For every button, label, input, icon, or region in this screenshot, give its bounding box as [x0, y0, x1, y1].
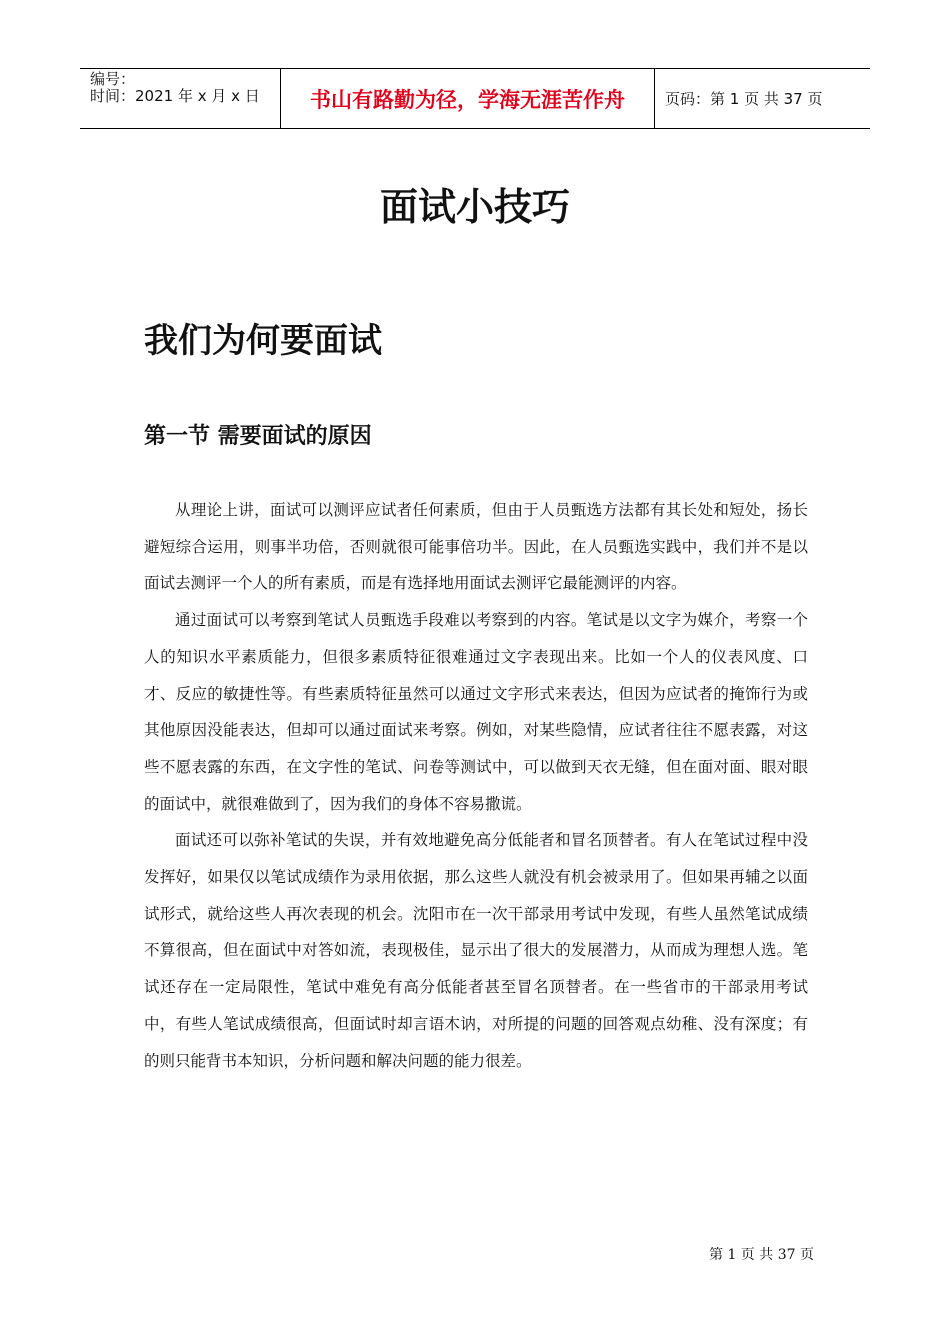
page-header: [80, 68, 870, 129]
header-page-code: 页码：第 1 页 共 37 页: [665, 90, 823, 108]
number-label: 编号：: [90, 70, 136, 88]
paragraph-2: 通过面试可以考察到笔试人员甄选手段难以考察到的内容。笔试是以文字为媒介，考察一个人的知识水平素质能力，但很多素质特征很难通过文字表现出来。比如一个人的仪表风度、口才、反应的敏捷性等。有些素质特征虽然可以通过文字形式来表达，但因为应试者的掩饰行为或其他原因没能表达，但却可以通过面试来考察。例如，对某些隐情，应试者往往不愿表露，对这些不愿表露的东西，在文字性的笔试、问卷等测试中，可以做到天衣无缝，但在面对面、眼对眼的面试中，就很难做到了，因为我们的身体不容易撒谎。: [144, 611, 808, 813]
header-meta-cell: [80, 69, 281, 128]
paragraph-1: 从理论上讲，面试可以测评应试者任何素质，但由于人员甄选方法都有其长处和短处，扬长避短综合运用，则事半功倍，否则就很可能事倍功半。因此，在人员甄选实践中，我们并不是以面试去测评一个人的所有素质，而是有选择地用面试去测评它最能测评的内容。: [144, 501, 808, 593]
document-title: 面试小技巧: [379, 185, 570, 229]
date-label: 时间：2021 年 x 月 x 日: [90, 87, 260, 105]
body-text: [144, 492, 808, 1079]
page-footer: 第 1 页 共 37 页: [709, 1247, 814, 1263]
section-heading: 第一节 需要面试的原因: [144, 424, 372, 449]
chapter-heading: 我们为何要面试: [144, 321, 382, 361]
paragraph-3: 面试还可以弥补笔试的失误，并有效地避免高分低能者和冒名顶替者。有人在笔试过程中没发挥好，如果仅以笔试成绩作为录用依据，那么这些人就没有机会被录用了。但如果再辅之以面试形式，就给这些人再次表现的机会。沈阳市在一次干部录用考试中发现，有些人虽然笔试成绩不算很高，但在面试中对答如流，表现极佳，显示出了很大的发展潜力，从而成为理想人选。笔试还存在一定局限性，笔试中难免有高分低能者甚至冒名顶替者。在一些省市的干部录用考试中，有些人笔试成绩很高，但面试时却言语木讷，对所提的问题的回答观点幼稚、没有深度；有的则只能背书本知识，分析问题和解决问题的能力很差。: [144, 831, 808, 1070]
header-motto: 书山有路勤为径，学海无涯苦作舟: [281, 69, 655, 128]
